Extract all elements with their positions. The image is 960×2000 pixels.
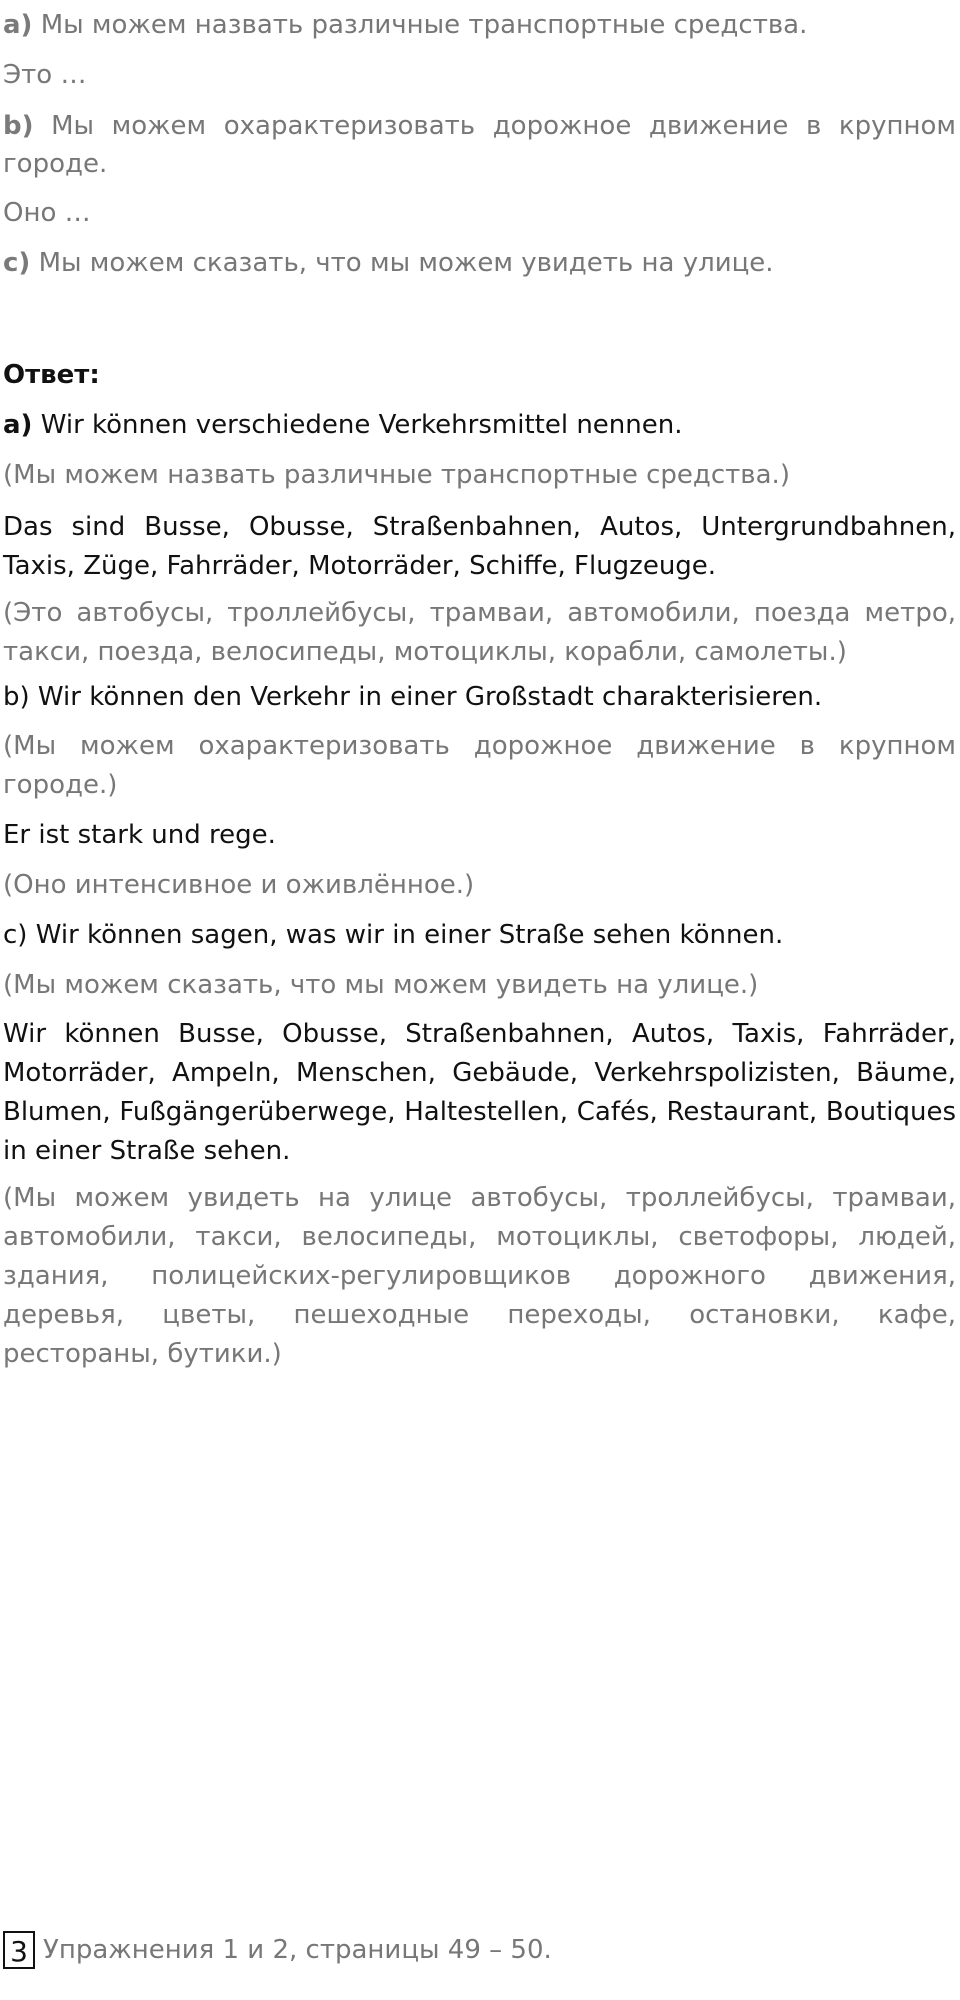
task-c xyxy=(3,238,956,288)
task-a-prompt: Это … xyxy=(3,60,87,90)
answer-b-de: b) Wir können den Verkehr in einer Großstadt charakterisieren. xyxy=(3,682,823,712)
answer-b-answer-ru: (Оно интенсивное и оживлённое.) xyxy=(3,870,475,900)
task-b xyxy=(3,107,956,183)
answer-a-answer-de: Das sind Busse, Obusse, Straßenbahnen, Autos, Untergrundbahnen, Taxis, Züge, Fahrräder, Motorräder, Schiffe, Flugzeuge. xyxy=(3,512,956,581)
answer-heading: Ответ: xyxy=(3,360,100,390)
task-a xyxy=(3,0,956,50)
task-c-text: Мы можем сказать, что мы можем увидеть на улице. xyxy=(38,248,774,278)
document-body xyxy=(3,0,956,1374)
task-a-label: a) xyxy=(3,10,33,40)
answer-a-ru: (Мы можем назвать различные транспортные средства.) xyxy=(3,460,790,490)
answer-c-ru: (Мы можем сказать, что мы можем увидеть на улице.) xyxy=(3,970,759,1000)
answer-a-answer-ru: (Это автобусы, троллейбусы, трамваи, автомобили, поезда метро, такси, поезда, велосипеды, мотоциклы, корабли, самолеты.) xyxy=(3,598,956,667)
exercise-footer xyxy=(3,1930,552,1970)
exercise-reference: Упражнения 1 и 2, страницы 49 – 50. xyxy=(43,1935,552,1965)
answer-c-de: c) Wir können sagen, was wir in einer Straße sehen können. xyxy=(3,920,784,950)
task-a-text: Мы можем назвать различные транспортные средства. xyxy=(40,10,808,40)
task-c-label: c) xyxy=(3,248,31,278)
answer-b-answer-de: Er ist stark und rege. xyxy=(3,820,276,850)
task-b-prompt: Оно … xyxy=(3,198,91,228)
answer-a xyxy=(3,400,956,450)
task-b-label: b) xyxy=(3,111,34,141)
task-b-text: Мы можем охарактеризовать дорожное движение в крупном городе. xyxy=(3,111,956,179)
answer-a-de: Wir können verschiedene Verkehrsmittel nennen. xyxy=(40,410,683,440)
answer-c-answer-de: Wir können Busse, Obusse, Straßenbahnen, Autos, Taxis, Fahrräder, Motorräder, Ampeln, Menschen, Gebäude, Verkehrspolizisten, Bäume, Blumen, Fußgängerüberwege, Haltestellen, Cafés, Restaurant, Boutiques in einer Straße sehen. xyxy=(3,1019,956,1166)
answer-c-answer-ru: (Мы можем увидеть на улице автобусы, троллейбусы, трамваи, автомобили, такси, велосипеды, мотоциклы, светофоры, людей, здания, полицейских-регулировщиков дорожного движения, деревья, цветы, пешеходные переходы, остановки, кафе, рестораны, бутики.) xyxy=(3,1183,956,1369)
exercise-number: 3 xyxy=(3,1931,35,1969)
answer-a-label: a) xyxy=(3,410,33,440)
answer-b-ru: (Мы можем охарактеризовать дорожное движение в крупном городе.) xyxy=(3,731,956,800)
